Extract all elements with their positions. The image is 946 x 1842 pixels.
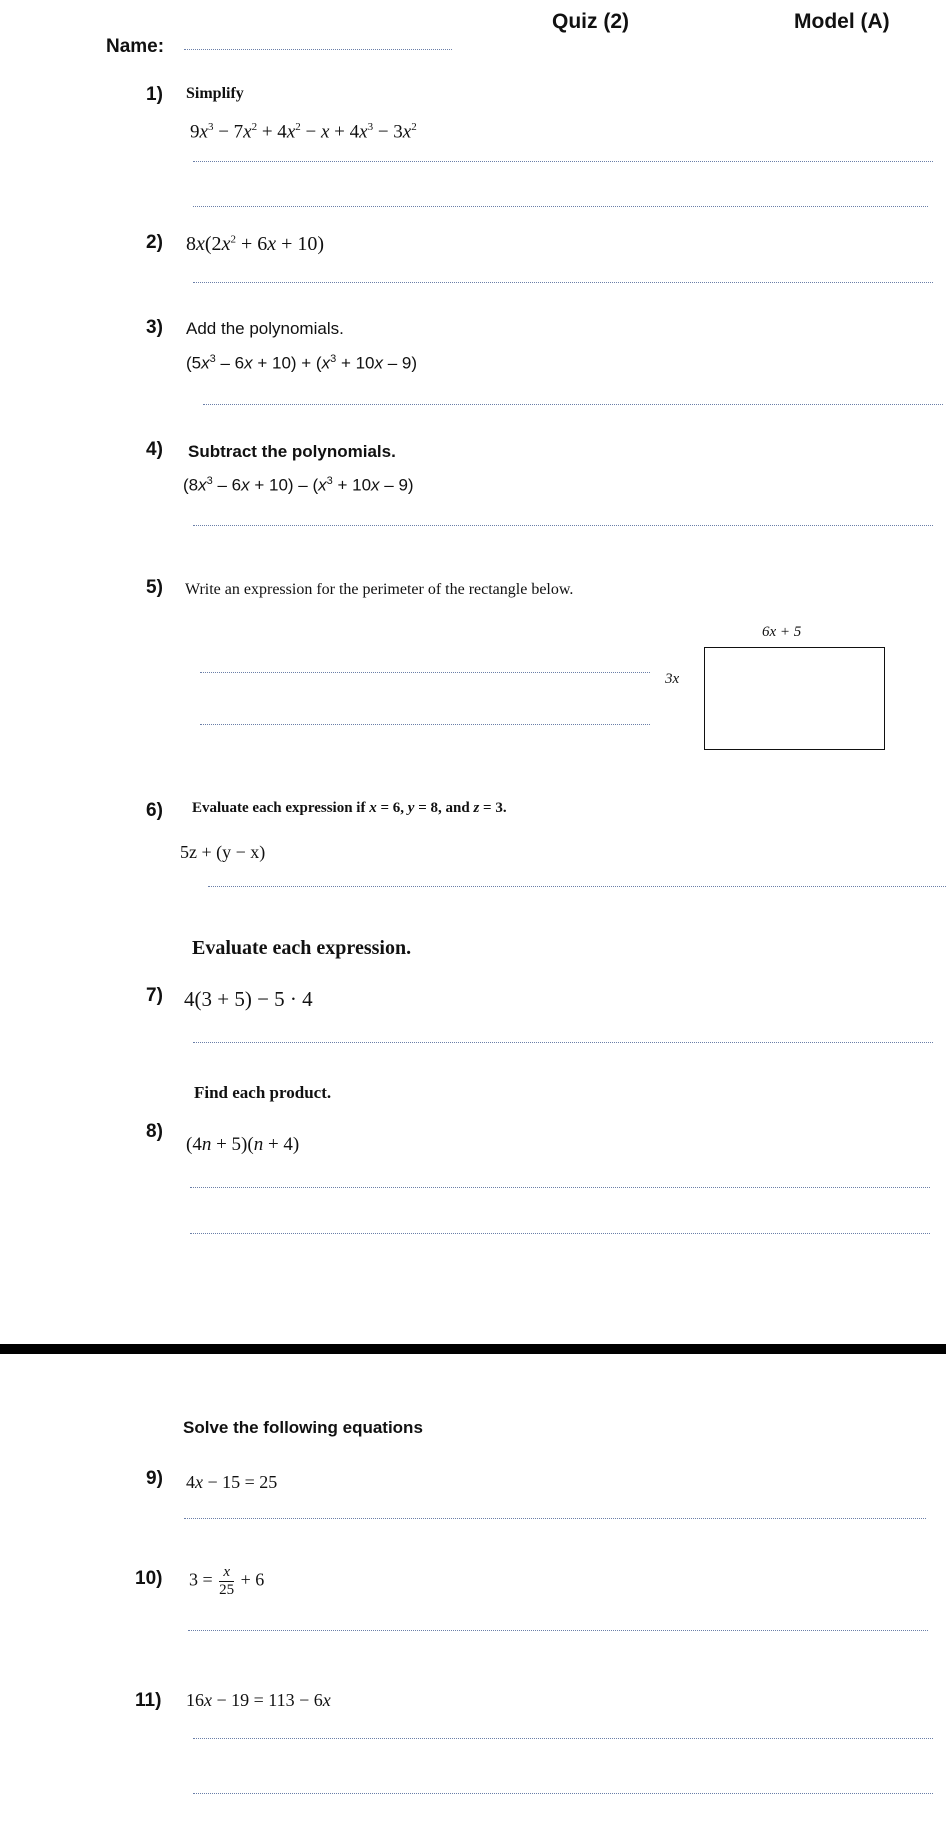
q2-expression: $8x(2x^2 + 6x + 10)$ xyxy=(186,233,325,255)
q8-answer-line-2[interactable] xyxy=(190,1233,930,1234)
section-evaluate-title: Evaluate each expression. xyxy=(192,937,412,959)
q6-expression: 5z + (y − x) xyxy=(180,842,266,862)
q1-expression: $9x^3 - 7x^2 + 4x^2 - x + 4x^3 - 3x^2$ xyxy=(190,121,417,143)
q2-answer-line[interactable] xyxy=(193,282,933,283)
section-product-title: Find each product. xyxy=(194,1083,332,1102)
q5-title: Write an expression for the perimeter of the rectangle below. xyxy=(185,581,574,598)
q3-title: Add the polynomials. xyxy=(186,319,344,338)
model-label: Model (A) xyxy=(794,10,890,33)
section-solve-title: Solve the following equations xyxy=(183,1418,423,1437)
q9-equation: 4x − 15 = 25 xyxy=(186,1472,278,1492)
q1-answer-line-2[interactable] xyxy=(193,206,928,207)
q4-answer-line[interactable] xyxy=(193,525,933,526)
q8-answer-line-1[interactable] xyxy=(190,1187,930,1188)
q3-answer-line[interactable] xyxy=(203,404,943,405)
q10-answer-line[interactable] xyxy=(188,1630,928,1631)
name-answer-line[interactable] xyxy=(184,49,452,50)
q6-title: Evaluate each expression if x = 6, y = 8, and z = 3. xyxy=(192,800,507,816)
q10-number: 10) xyxy=(135,1568,163,1589)
q5-width-label: 6x + 5 xyxy=(762,624,802,640)
q2-number: 2) xyxy=(146,232,163,253)
q3-expression: $(5x^3 - 6x + 10) + (x^3 + 10x - 9)$ xyxy=(186,353,418,373)
q8-expression: (4n + 5)(n + 4) xyxy=(186,1134,300,1155)
q5-answer-line-1[interactable] xyxy=(200,672,650,673)
q5-answer-line-2[interactable] xyxy=(200,724,650,725)
q5-number: 5) xyxy=(146,577,163,598)
q11-number: 11) xyxy=(135,1690,162,1711)
q10-equation: 3 = $\frac{x}{25}$ + 6 xyxy=(189,1564,265,1598)
q6-answer-line[interactable] xyxy=(208,886,946,887)
q5-height-label: 3x xyxy=(665,671,680,687)
q7-answer-line[interactable] xyxy=(193,1042,933,1043)
q3-number: 3) xyxy=(146,317,163,338)
q11-equation: 16x − 19 = 113 − 6x xyxy=(186,1690,331,1710)
quiz-title: Quiz (2) xyxy=(552,10,629,33)
q11-answer-line-2[interactable] xyxy=(193,1793,933,1794)
q7-number: 7) xyxy=(146,985,163,1006)
q9-answer-line[interactable] xyxy=(184,1518,926,1519)
q4-number: 4) xyxy=(146,439,163,460)
q4-title: Subtract the polynomials. xyxy=(188,442,396,461)
q1-answer-line-1[interactable] xyxy=(193,161,933,162)
name-label: Name: xyxy=(106,36,165,57)
q4-expression: $(8x^3 - 6x + 10) - (x^3 + 10x - 9)$ xyxy=(183,475,414,495)
q6-number: 6) xyxy=(146,800,163,821)
q7-expression: 4(3 + 5) − 5 · 4 xyxy=(184,987,313,1011)
q8-number: 8) xyxy=(146,1121,163,1142)
q5-rectangle xyxy=(704,647,885,750)
q1-number: 1) xyxy=(146,84,163,105)
q1-title: Simplify xyxy=(186,85,244,102)
q9-number: 9) xyxy=(146,1468,163,1489)
page-separator xyxy=(0,1344,946,1354)
q11-answer-line-1[interactable] xyxy=(193,1738,933,1739)
